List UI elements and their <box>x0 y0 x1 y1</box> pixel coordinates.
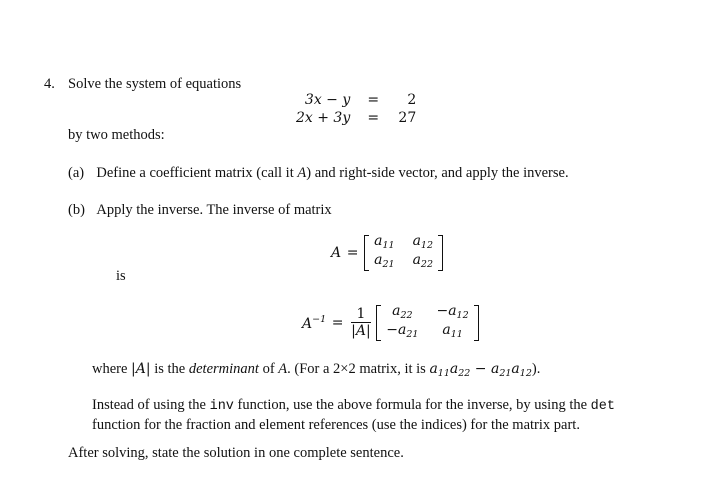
adjugate-matrix <box>376 304 478 342</box>
equation-lhs: 2x + 3y <box>296 110 351 126</box>
problem-intro: Solve the system of equations <box>68 76 242 92</box>
part-b <box>68 202 332 219</box>
matrix-cell-a11: $a_{11}$ <box>442 322 463 340</box>
inverse-name: $A^{-1}$ <box>302 314 327 332</box>
equation-row <box>296 109 416 127</box>
instead-line-2: function for the fraction and element references (use the indices) for the matrix part. <box>92 417 580 433</box>
part-a-text: Define a coefficient matrix (call it <box>96 165 298 181</box>
matrix-cell-a12: $a_{12}$ <box>412 233 434 251</box>
instead-line-1: Instead of using the inv function, use the above formula for the inverse, by using the det <box>92 397 615 414</box>
fraction-numerator: 1 <box>351 307 371 323</box>
equation-row <box>296 91 416 109</box>
problem-number: 4. <box>44 76 55 92</box>
determinant-symbol: |A| <box>131 361 151 377</box>
matrix-cell-a22: $a_{22}$ <box>392 303 413 321</box>
equation-lhs: 3x − y <box>304 92 351 108</box>
part-b-label: (b) <box>68 202 85 218</box>
matrix-cell-a22: $a_{22}$ <box>412 252 434 270</box>
equals-sign: = <box>346 245 359 261</box>
matrix-a <box>364 234 443 272</box>
matrix-a-definition <box>331 234 443 272</box>
matrix-a-name: A <box>331 245 342 261</box>
is-label: is <box>116 268 126 284</box>
equation-rhs: 27 <box>398 110 417 126</box>
inverse-formula <box>302 304 479 342</box>
methods-intro: by two methods: <box>68 127 165 143</box>
matrix-cell-a21: $a_{21}$ <box>374 252 395 270</box>
inverse-exponent: −1 <box>312 314 327 325</box>
part-a-label: (a) <box>68 165 85 181</box>
equals-sign: = <box>367 92 380 108</box>
part-a-text-2: ) and right-side vector, and apply the inverse. <box>306 165 569 181</box>
matrix-cell-neg-a21: $-a_{21}$ <box>386 322 419 340</box>
part-a <box>68 165 569 182</box>
equals-sign: = <box>331 315 344 331</box>
matrix-cell-a11: $a_{11}$ <box>374 233 395 251</box>
after-solving-note: After solving, state the solution in one complete sentence. <box>68 445 404 461</box>
equation-rhs: 2 <box>407 92 417 108</box>
equation-system <box>296 91 416 127</box>
determinant-note: where |A| is the determinant of A. (For a 2×2 matrix, it is $a_{11}a_{22} - a_{21}a_{12}$). <box>92 361 541 379</box>
determinant-formula: $a_{11}a_{22} - a_{21}a_{12}$ <box>429 361 532 379</box>
inv-function: inv <box>209 399 234 414</box>
matrix-cell-neg-a12: $-a_{12}$ <box>436 303 469 321</box>
fraction-denominator: |A| <box>351 323 371 339</box>
part-b-text: Apply the inverse. The inverse of matrix <box>96 202 332 218</box>
determinant-fraction <box>351 307 371 339</box>
equals-sign: = <box>367 110 380 126</box>
determinant-word: determinant <box>188 361 259 377</box>
part-a-var: A <box>297 165 307 181</box>
det-function: det <box>590 399 615 414</box>
